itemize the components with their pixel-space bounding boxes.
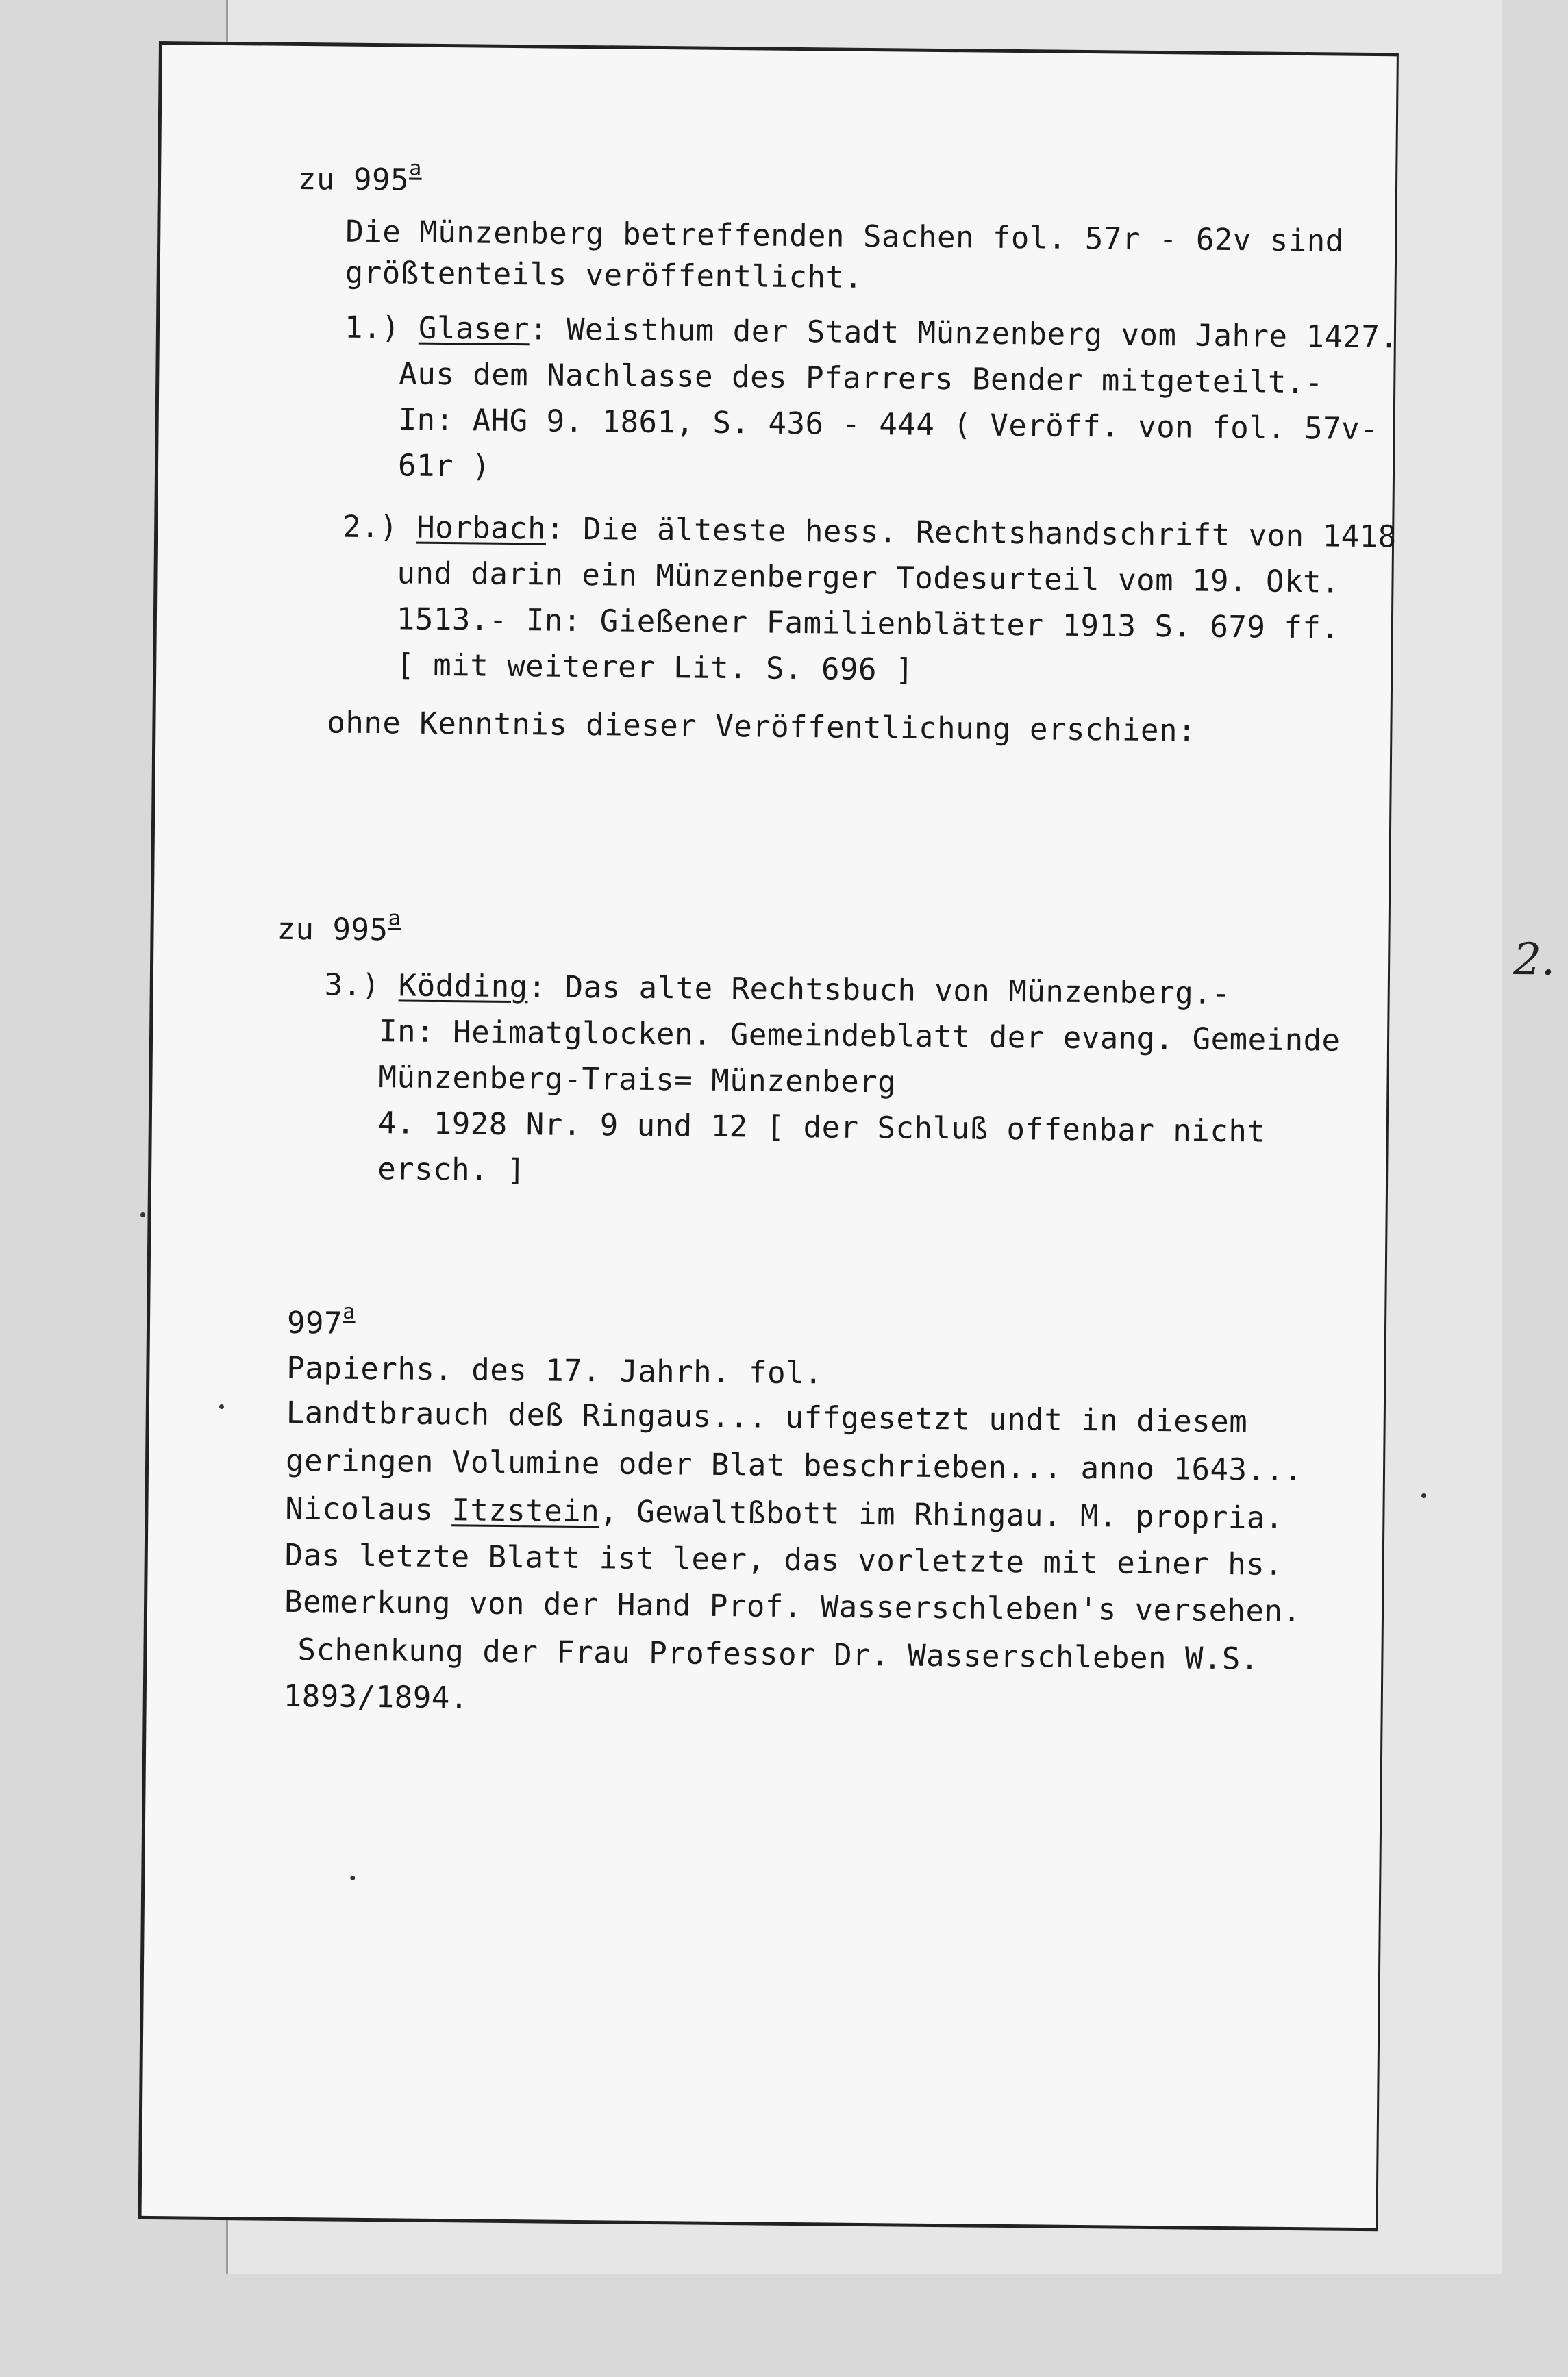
section-3-line-5: Das letzte Blatt ist leer, das vorletzte mit einer hs. xyxy=(284,1537,1284,1582)
section-3-line-4: Nicolaus Itzstein, Gewaltßbott im Rhingau. M. propria. xyxy=(285,1491,1284,1536)
section-2-heading: zu 995$^a$ xyxy=(277,906,401,948)
section-1-closing: ohne Kenntnis dieser Veröffentlichung erschien: xyxy=(327,705,1197,749)
entry-1-line-2: Aus dem Nachlasse des Pfarrers Bender mitgeteilt.- xyxy=(399,356,1324,401)
entry-2-line-3: 1513.- In: Gießener Familienblätter 1913 S. 679 ff. xyxy=(396,601,1340,646)
section-3-line-1: Papierhs. des 17. Jahrh. fol. xyxy=(286,1350,823,1391)
page-number: 2. xyxy=(1513,934,1556,986)
section-1-intro-line-1: Die Münzenberg betreffenden Sachen fol. 57r - 62v sind xyxy=(345,214,1345,259)
section-3-line-2: Landtbrauch deß Ringaus... uffgesetzt undt in diesem xyxy=(286,1395,1248,1440)
entry-2-line-4: [ mit weiterer Lit. S. 696 ] xyxy=(396,647,914,688)
section-3-line-7: Schenkung der Frau Professor Dr. Wasserschleben W.S. xyxy=(297,1632,1260,1677)
entry-3-line-5: ersch. ] xyxy=(377,1152,526,1188)
ink-speck xyxy=(219,1404,224,1409)
ink-speck xyxy=(350,1876,355,1880)
entry-3-line-2: In: Heimatglocken. Gemeindeblatt der evang. Gemeinde xyxy=(378,1014,1341,1058)
entry-1-line-4: 61r ) xyxy=(397,448,491,484)
entry-2-author: Horbach xyxy=(416,510,547,547)
ink-speck xyxy=(1421,1493,1426,1498)
entry-3-line-4: 4. 1928 Nr. 9 und 12 [ der Schluß offenbar nicht xyxy=(377,1106,1266,1149)
entry-1-first-line: 1.) Glaser: Weisthum der Stadt Münzenberg vom Jahre 1427. xyxy=(344,310,1399,356)
entry-3-first-line: 3.) Ködding: Das alte Rechtsbuch von Münzenberg.- xyxy=(324,967,1231,1012)
index-card xyxy=(138,41,1556,2231)
section-3-line-8: 1893/1894. xyxy=(283,1678,469,1716)
section-1-intro-line-2: größtenteils veröffentlicht. xyxy=(345,255,863,295)
section-3-heading: 997$^a$ xyxy=(286,1299,356,1341)
entry-1-line-3: In: AHG 9. 1861, S. 436 - 444 ( Veröff. von fol. 57v- xyxy=(398,402,1379,447)
section-3-line-6: Bemerkung von der Hand Prof. Wasserschleben's versehen. xyxy=(284,1584,1302,1630)
section-3-line-3: geringen Volumine oder Blat beschrieben... anno 1643... xyxy=(285,1443,1303,1489)
entry-3-line-3: Münzenberg-Trais= Münzenberg xyxy=(378,1060,897,1100)
entry-3-author: Ködding xyxy=(398,968,528,1005)
entry-1-author: Glaser xyxy=(418,310,530,347)
itzstein-name: Itzstein xyxy=(451,1493,600,1530)
ink-speck xyxy=(140,1212,145,1217)
entry-2-first-line: 2.) Horbach: Die älteste hess. Rechtshandschrift von 1418 xyxy=(342,509,1397,555)
section-1-heading: zu 995$^a$ xyxy=(297,156,422,198)
entry-2-line-2: und darin ein Münzenberger Todesurteil vom 19. Okt. xyxy=(397,556,1341,600)
